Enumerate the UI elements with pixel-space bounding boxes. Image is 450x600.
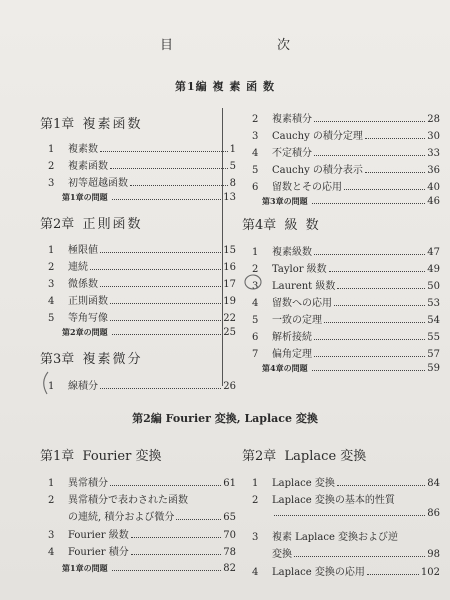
- toc-entry[interactable]: 2 連続 16: [48, 262, 236, 273]
- toc-entry[interactable]: 2 Laplace 変換の基本的性質: [252, 495, 395, 506]
- chapter-heading: 第2章 正則函数: [40, 217, 143, 232]
- chapter-heading: 第3章 複素微分: [40, 352, 143, 367]
- toc-entry[interactable]: 3 初等超越函数 8: [48, 178, 236, 189]
- toc-entry[interactable]: 1 複素級数 47: [252, 247, 440, 258]
- toc-entry[interactable]: 4 Laplace 変換の応用 102: [252, 567, 440, 578]
- toc-entry[interactable]: 1 Laplace 変換 84: [252, 478, 440, 489]
- toc-entry-continued[interactable]: 86: [272, 508, 440, 519]
- chapter-problems[interactable]: 第1章の問題 13: [62, 192, 236, 203]
- toc-entry[interactable]: 2 異常積分で表わされた函数: [48, 495, 188, 506]
- chapter-heading: 第1章 複素函数: [40, 117, 143, 132]
- toc-entry[interactable]: 3 複素 Laplace 変換および逆: [252, 532, 399, 543]
- pencil-circle-mark: [243, 272, 263, 292]
- toc-entry[interactable]: 2 複素函数 5: [48, 161, 236, 172]
- pencil-arc-mark: [38, 370, 52, 396]
- toc-entry-continued[interactable]: 変換 98: [272, 549, 440, 560]
- toc-entry[interactable]: 1 複素数 1: [48, 144, 236, 155]
- page-title: 目 次: [160, 38, 290, 53]
- toc-entry[interactable]: 4 留数への応用 53: [252, 298, 440, 309]
- toc-entry[interactable]: 4 Fourier 積分 78: [48, 547, 236, 558]
- toc-entry[interactable]: 2 複素積分 28: [252, 114, 440, 125]
- toc-entry[interactable]: 4 正則函数 19: [48, 296, 236, 307]
- chapter-heading: 第2章 Laplace 変換: [242, 449, 367, 464]
- toc-entry[interactable]: 5 Cauchy の積分表示 36: [252, 165, 440, 176]
- part-1-heading: 第1編 複 素 函 数: [175, 80, 275, 93]
- toc-entry[interactable]: 4 不定積分 33: [252, 148, 440, 159]
- toc-entry[interactable]: 3 Laurent 級数 50: [252, 281, 440, 292]
- part-2-heading: 第2編 Fourier 変換, Laplace 変換: [132, 412, 318, 425]
- toc-entry[interactable]: 3 Fourier 級数 70: [48, 530, 236, 541]
- chapter-problems[interactable]: 第2章の問題 25: [62, 327, 236, 338]
- chapter-problems[interactable]: 第3章の問題 46: [262, 196, 440, 207]
- toc-entry-continued[interactable]: の連続, 積分および微分 65: [68, 512, 236, 523]
- chapter-problems[interactable]: 第4章の問題 59: [262, 363, 440, 374]
- chapter-heading: 第4章 級 数: [242, 218, 321, 233]
- toc-entry[interactable]: 1 線積分 26: [48, 381, 236, 392]
- toc-entry[interactable]: 1 極限値 15: [48, 245, 236, 256]
- toc-entry[interactable]: 5 一致の定理 54: [252, 315, 440, 326]
- toc-entry[interactable]: 7 偏角定理 57: [252, 349, 440, 360]
- toc-entry[interactable]: 2 Taylor 級数 49: [252, 264, 440, 275]
- toc-entry[interactable]: 6 留数とその応用 40: [252, 182, 440, 193]
- chapter-problems[interactable]: 第1章の問題 82: [62, 563, 236, 574]
- chapter-heading: 第1章 Fourier 変換: [40, 449, 162, 464]
- toc-entry[interactable]: 1 異常積分 61: [48, 478, 236, 489]
- toc-entry[interactable]: 5 等角写像 22: [48, 313, 236, 324]
- toc-entry[interactable]: 3 微係数 17: [48, 279, 236, 290]
- toc-entry[interactable]: 6 解析接続 55: [252, 332, 440, 343]
- toc-entry[interactable]: 3 Cauchy の積分定理 30: [252, 131, 440, 142]
